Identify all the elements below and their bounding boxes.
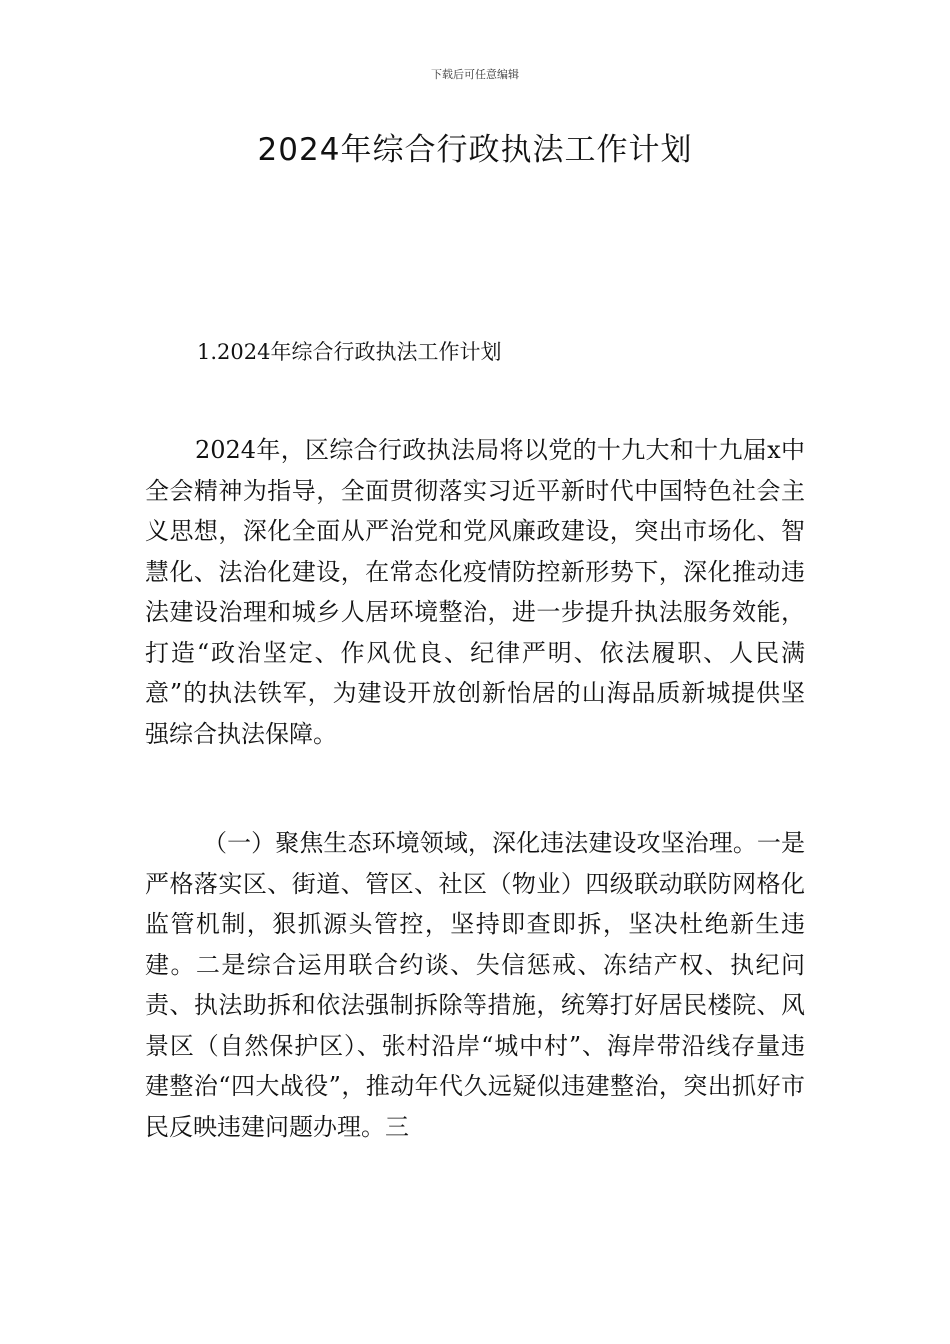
paragraph-intro: 2024年，区综合行政执法局将以党的十九大和十九届x中全会精神为指导，全面贯彻落实习近平新时代中国特色社会主义思想，深化全面从严治党和党风廉政建设，突出市场化、智慧化、法治化建设，在常态化疫情防控新形势下，深化推动违法建设治理和城乡人居环境整治，进一步提升执法服务效能，打造“政治坚定、作风优良、纪律严明、依法履职、人民满意”的执法铁军，为建设开放创新怡居的山海品质新城提供坚强综合执法保障。 (145, 436, 805, 748)
section-heading: 1.2024年综合行政执法工作计划 (197, 340, 502, 364)
paragraph-section-one: （一）聚焦生态环境领域，深化违法建设攻坚治理。一是严格落实区、街道、管区、社区（物业）四级联动联防网格化监管机制，狠抓源头管控，坚持即查即拆，坚决杜绝新生违建。二是综合运用联合约谈、失信惩戒、冻结产权、执纪问责、执法助拆和依法强制拆除等措施，统筹打好居民楼院、风景区（自然保护区）、张村沿岸“城中村”、海岸带沿线存量违建整治“四大战役”，推动年代久远疑似违建整治，突出抓好市民反映违建问题办理。三 (145, 829, 805, 1141)
document-title: 2024年综合行政执法工作计划 (257, 132, 693, 168)
header-note: 下载后可任意编辑 (431, 68, 519, 81)
